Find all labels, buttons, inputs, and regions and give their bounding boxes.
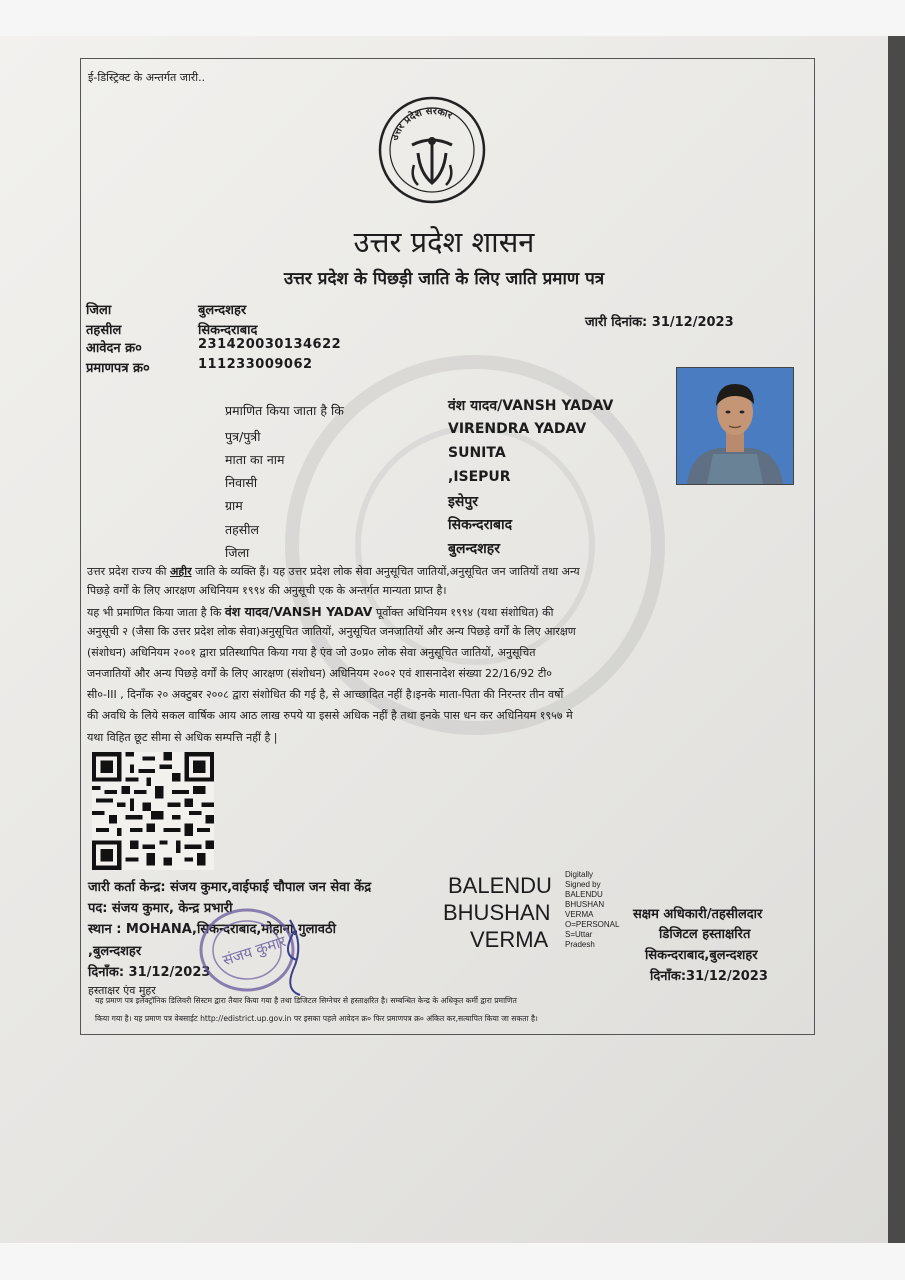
issuer-center: जारी कर्ता केन्द्र: संजय कुमार,वाईफाई चौपाल जन सेवा केंद्र bbox=[88, 880, 372, 895]
paragraph-cert-line-1 bbox=[87, 603, 553, 622]
footer-note-line-2: किया गया है। यह प्रमाण पत्र वेबसाईट http://edistrict.up.gov.in पर इसका पहले आवेदन क्र० फिर प्रमाणपत्र क्र० अंकित कर,सत्यापित किया जा सकता है। bbox=[95, 1014, 538, 1023]
authority-title: सक्षम अधिकारी/तहसीलदार bbox=[633, 907, 763, 922]
issue-date: जारी दिनांक: 31/12/2023 bbox=[585, 315, 734, 330]
authority-digital-signed: डिजिटल हस्ताक्षरित bbox=[659, 927, 751, 942]
detail-label-village: ग्राम bbox=[225, 498, 243, 513]
dsig-line: O=PERSONAL bbox=[565, 920, 620, 929]
paragraph-cert-line-6: की अवधि के लिये सकल वार्षिक आय आठ लाख रुपये या इससे अधिक नहीं है तथा इनके पास धन कर अधिनियम १९५७ मे bbox=[87, 709, 573, 722]
paragraph-caste-line-1 bbox=[87, 563, 580, 581]
para1-prefix: उत्तर प्रदेश राज्य की bbox=[87, 565, 171, 578]
para1-line1-rest: जाति के व्यक्ति हैं। यह उत्तर प्रदेश लोक सेवा अनुसूचित जातियों,अनुसूचित जन जातियों तथा अन्य bbox=[191, 565, 580, 578]
applicant-photo bbox=[676, 367, 794, 485]
paragraph-cert-line-5: सी०-III , दिनाँक २० अक्टुबर २००८ द्वारा संशोधित की गई है, से आच्छादित नहीं है।इनके माता-पिता की निरन्तर तीन वर्षो bbox=[87, 688, 564, 701]
caste-name: अहीर bbox=[170, 565, 192, 578]
dsig-line: Digitally bbox=[565, 870, 594, 879]
detail-label-district: जिला bbox=[225, 545, 250, 560]
field-label-application-no: आवेदन क्र० bbox=[86, 341, 142, 356]
field-label-certificate-no: प्रमाणपत्र क्र० bbox=[86, 361, 150, 376]
paragraph-cert-line-4: जनजातियों और अन्य पिछड़े वर्गों के लिए आरक्षण (संशोधन) अधिनियम २००२ एवं शासनादेश संख्या 22/16/92 टी० bbox=[87, 667, 553, 680]
detail-value-village: इसेपुर bbox=[448, 494, 479, 510]
authority-date: दिनाँक:31/12/2023 bbox=[650, 969, 768, 984]
detail-value-district: बुलन्दशहर bbox=[448, 541, 500, 557]
signature-and-seal-label: हस्ताक्षर एंव मुहर bbox=[88, 984, 156, 997]
detail-value-name: वंश यादव/VANSH YADAV bbox=[448, 398, 614, 414]
detail-label-certified: प्रमाणित किया जाता है कि bbox=[225, 403, 344, 418]
issuer-place: स्थान : MOHANA,सिकन्दराबाद,मोहाना,गुलावठी bbox=[88, 922, 336, 937]
emblem-arc-text: उत्तर प्रदेश सरकार bbox=[389, 105, 454, 143]
field-value-tehsil: सिकन्दराबाद bbox=[198, 323, 258, 338]
official-seal-stamp bbox=[195, 900, 310, 1000]
field-value-application-no: 231420030134622 bbox=[198, 337, 342, 352]
detail-label-son-daughter: पुत्र/पुत्री bbox=[225, 429, 261, 444]
detail-label-resident: निवासी bbox=[225, 475, 258, 490]
paragraph-cert-line-2: अनुसूची २ (जैसा कि उत्तर प्रदेश लोक सेवा)अनुसूचित जातियों, अनुसूचित जनजातियों और अन्य पिछड़े वर्गों के लिए आरक्षण bbox=[87, 625, 576, 638]
detail-label-tehsil: तहसील bbox=[225, 522, 259, 537]
detail-value-father: VIRENDRA YADAV bbox=[448, 421, 587, 437]
footer-note-line-1: यह प्रमाण पत्र इलेक्ट्रॉनिक डिलिवरी सिस्टम द्वारा तैयार किया गया है तथा डिजिटल सिग्नेचर से हस्ताक्षरित है। सम्बन्धित केन्द्र के अधिकृत कर्मी द्वारा प्रमाणित bbox=[95, 996, 517, 1005]
issuer-place-district: ,बुलन्दशहर bbox=[88, 944, 142, 959]
photo-top-margin bbox=[0, 0, 905, 36]
signer-name-line-2: BHUSHAN bbox=[443, 900, 551, 925]
paragraph-caste-line-2: पिछड़े वर्गों के लिए आरक्षण अधिनियम १९९४ की अनुसूची एक के अन्तर्गत मान्यता प्राप्त है। bbox=[87, 584, 447, 597]
dsig-line: BHUSHAN bbox=[565, 900, 605, 909]
detail-label-mother: माता का नाम bbox=[225, 452, 285, 467]
field-value-certificate-no: 111233009062 bbox=[198, 357, 313, 372]
dsig-line: VERMA bbox=[565, 910, 594, 919]
document-subtitle: उत्तर प्रदेश के पिछड़ी जाति के लिए जाति प्रमाण पत्र bbox=[283, 269, 605, 289]
document-title: उत्तर प्रदेश शासन bbox=[353, 225, 535, 259]
dsig-line: Pradesh bbox=[565, 940, 595, 949]
detail-value-tehsil: सिकन्दराबाद bbox=[448, 517, 513, 533]
para2-applicant-name: वंश यादव/VANSH YADAV bbox=[224, 604, 373, 619]
paragraph-cert-line-3: (संशोधन) अधिनियम २००१ द्वारा प्रतिस्थापित किया गया है एंव जो उ०प्र० लोक सेवा अनुसूचित जातियों, अनुसूचित bbox=[87, 646, 536, 659]
dsig-line: S=Uttar bbox=[565, 930, 593, 939]
digital-signature-details bbox=[565, 870, 619, 950]
seal-text: संजय कुमार bbox=[220, 932, 289, 970]
para2-line1-rest: पूर्वोक्त अधिनियम १९९४ (यथा संशोधित) की bbox=[372, 606, 554, 619]
dsig-line: BALENDU bbox=[565, 890, 603, 899]
top-note: ई-डिस्ट्रिक्ट के अन्तर्गत जारी.. bbox=[88, 71, 206, 84]
signer-name-line-1: BALENDU bbox=[448, 873, 552, 898]
issuer-post: पद: संजय कुमार, केन्द्र प्रभारी bbox=[88, 901, 233, 916]
photo-bottom-margin bbox=[0, 1243, 905, 1280]
qr-code bbox=[92, 752, 214, 870]
detail-value-mother: SUNITA bbox=[448, 445, 506, 461]
field-value-district: बुलन्दशहर bbox=[198, 303, 247, 318]
issuer-date: दिनाँक: 31/12/2023 bbox=[88, 965, 211, 980]
authority-place: सिकन्दराबाद,बुलन्दशहर bbox=[645, 948, 758, 963]
paragraph-cert-line-7: यथा विहित छूट सीमा से अधिक सम्पत्ति नहीं है | bbox=[87, 731, 278, 744]
field-label-tehsil: तहसील bbox=[86, 323, 122, 338]
para2-prefix: यह भी प्रमाणित किया जाता है कि bbox=[87, 606, 225, 619]
signer-name-line-3: VERMA bbox=[470, 927, 549, 952]
photo-background-edge bbox=[888, 36, 905, 1243]
dsig-line: Signed by bbox=[565, 880, 601, 889]
up-government-emblem bbox=[374, 95, 490, 205]
detail-value-resident: ,ISEPUR bbox=[448, 469, 511, 485]
field-label-district: जिला bbox=[86, 303, 112, 318]
